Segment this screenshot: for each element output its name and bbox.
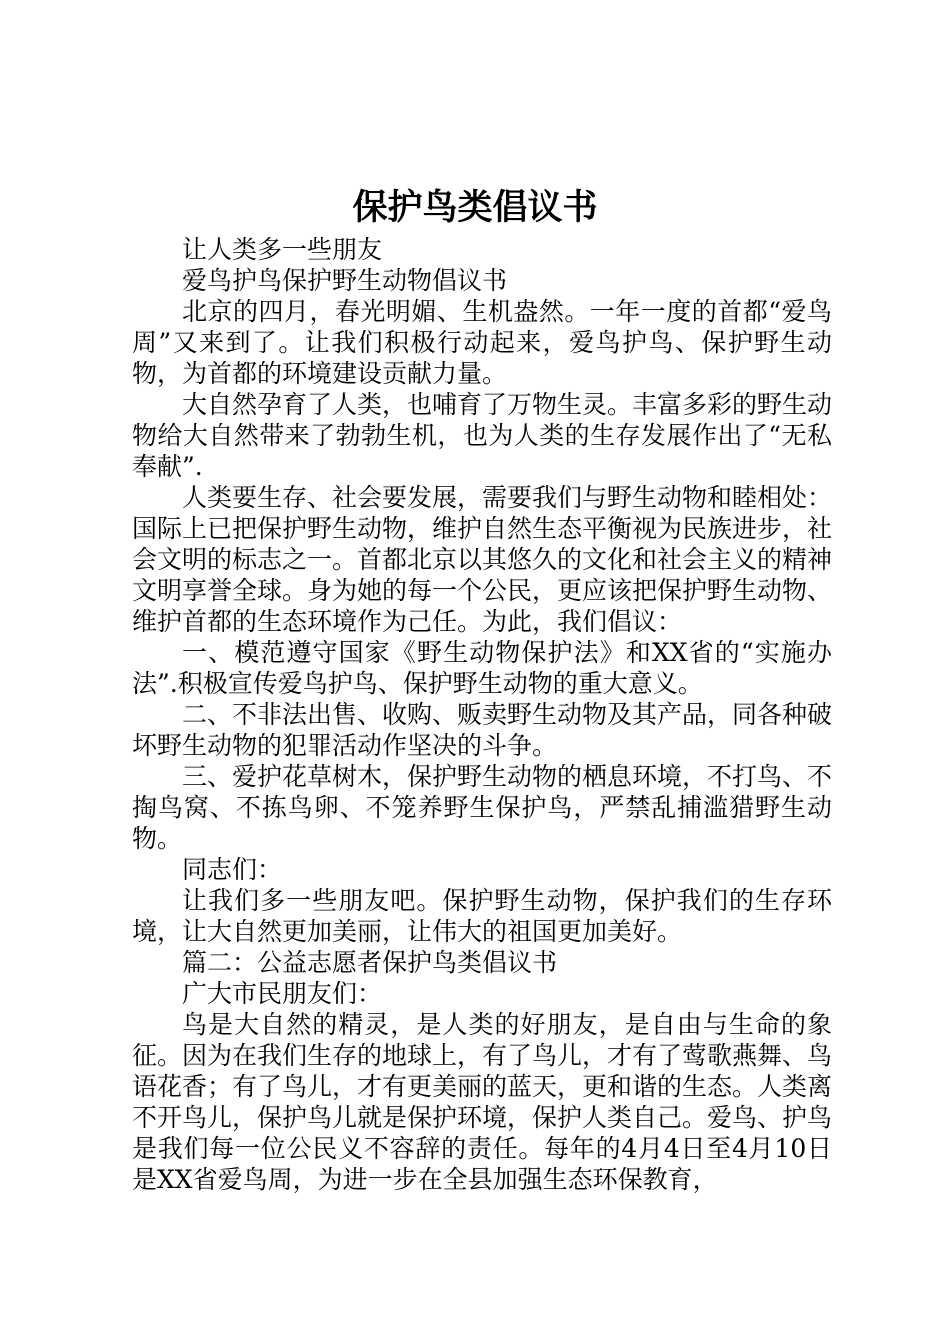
paragraph: 让我们多一些朋友吧。保护野生动物，保护我们的生存环境，让大自然更加美丽，让伟大的祖国更加美好。 bbox=[132, 886, 832, 946]
paragraph-subtitle-2: 爱鸟护鸟保护野生动物倡议书 bbox=[182, 266, 508, 295]
document-body bbox=[132, 234, 832, 1195]
paragraph: 北京的四月，春光明媚、生机盎然。一年一度的首都“爱鸟周”又来到了。让我们积极行动起来，爱鸟护鸟、保护野生动物，为首都的环境建设贡献力量。 bbox=[132, 297, 832, 388]
salutation: 同志们： bbox=[182, 855, 283, 884]
proposal-item-3: 三、爱护花草树木，保护野生动物的栖息环境，不打鸟、不掏鸟窝、不拣鸟卵、不笼养野生保护鸟，严禁乱捕滥猎野生动物。 bbox=[132, 762, 833, 853]
proposal-item-2: 二、不非法出售、收购、贩卖野生动物及其产品，同各种破坏野生动物的犯罪活动作坚决的斗争。 bbox=[132, 700, 833, 760]
salutation: 广大市民朋友们： bbox=[182, 979, 383, 1008]
proposal-item-1: 一、模范遵守国家《野生动物保护法》和XX省的“实施办法”.积极宣传爱鸟护鸟、保护野生动物的重大意义。 bbox=[132, 638, 832, 698]
paragraph-subtitle-1: 让人类多一些朋友 bbox=[182, 235, 383, 264]
paragraph: 鸟是大自然的精灵，是人类的好朋友，是自由与生命的象征。因为在我们生存的地球上，有了鸟儿，才有了莺歌燕舞、鸟语花香；有了鸟儿，才有更美丽的蓝天，更和谐的生态。人类离不开鸟儿，保护鸟儿就是保护环境，保护人类自己。爱鸟、护鸟是我们每一位公民义不容辞的责任。每年的4月4日至4月10日是XX省爱鸟周，为进一步在全县加强生态环保教育， bbox=[132, 1010, 833, 1194]
document-title: 保护鸟类倡议书 bbox=[352, 188, 598, 228]
paragraph: 人类要生存、社会要发展，需要我们与野生动物和睦相处：国际上已把保护野生动物，维护自然生态平衡视为民族进步，社会文明的标志之一。首都北京以其悠久的文化和社会主义的精神文明享誉全球。身为她的每一个公民，更应该把保护野生动物、维护首都的生态环境作为己任。为此，我们倡议： bbox=[132, 483, 833, 636]
section-heading: 篇二：公益志愿者保护鸟类倡议书 bbox=[182, 948, 558, 977]
paragraph: 大自然孕育了人类，也哺育了万物生灵。丰富多彩的野生动物给大自然带来了勃勃生机，也为人类的生存发展作出了“无私奉献”. bbox=[132, 390, 833, 481]
